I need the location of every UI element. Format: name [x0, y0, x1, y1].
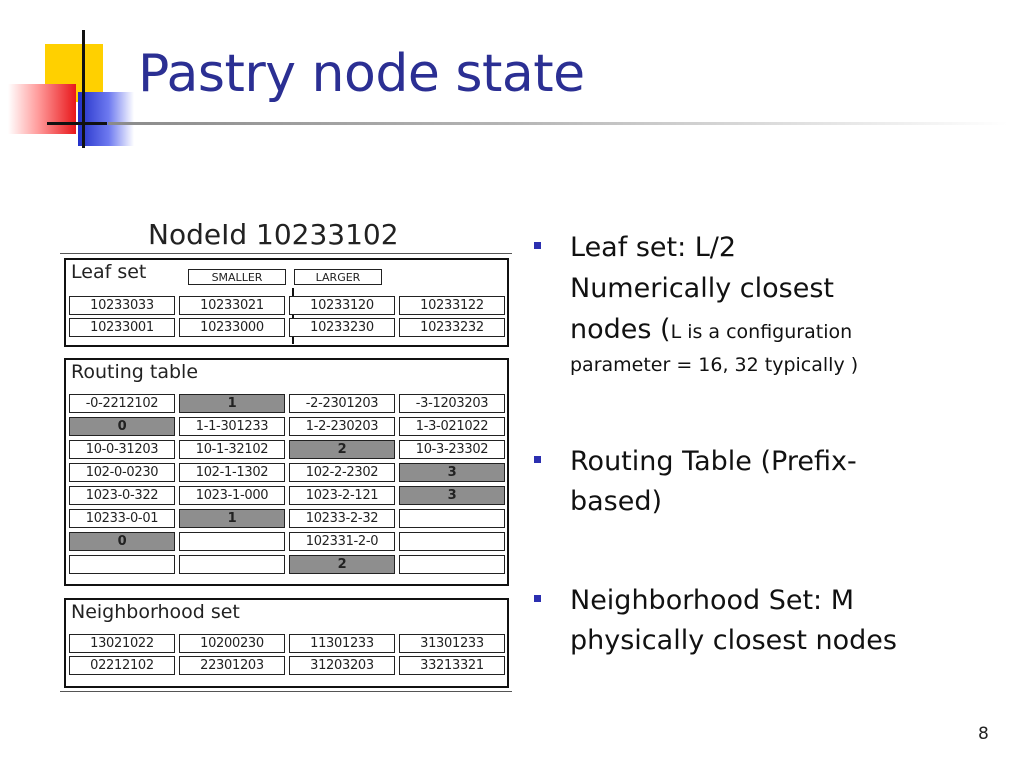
- logo-horizontal-line: [47, 122, 107, 125]
- routing-table-cell: 1: [179, 394, 285, 413]
- routing-table-title: Routing table: [71, 361, 199, 383]
- routing-table-cell: 1: [179, 509, 285, 528]
- routing-table-cell: 2: [289, 555, 395, 574]
- title-underline: [108, 122, 1008, 125]
- bullet-neighborhood-set-line1: Neighborhood Set: M: [570, 585, 855, 616]
- pastry-state-figure: [60, 216, 512, 692]
- routing-table-cell: 102331-2-0: [289, 532, 395, 551]
- page-number: 8: [978, 724, 989, 744]
- leaf-set-grid: [69, 296, 505, 337]
- bullet-routing-table-line1: Routing Table (Prefix-: [570, 446, 857, 477]
- routing-table-cell: 3: [399, 463, 505, 482]
- figure-top-rule: [60, 253, 512, 254]
- routing-table-cell: 102-0-0230: [69, 463, 175, 482]
- routing-table-cell: 0: [69, 532, 175, 551]
- leaf-set-cell: 10233122: [399, 296, 505, 315]
- figure-bottom-rule: [60, 691, 512, 692]
- leaf-set-cell: 10233230: [289, 318, 395, 337]
- routing-table-cell: 2: [289, 440, 395, 459]
- routing-table-cell: [69, 555, 175, 574]
- smaller-tag: SMALLER: [188, 269, 286, 285]
- routing-table-cell: 10233-0-01: [69, 509, 175, 528]
- routing-table-cell: -2-2301203: [289, 394, 395, 413]
- bullet-leaf-set-line2: Numerically closest: [570, 273, 834, 304]
- routing-table-panel: [64, 358, 509, 586]
- bullet-square-icon: [534, 456, 541, 463]
- leaf-set-cell: 10233001: [69, 318, 175, 337]
- neighborhood-set-grid: [69, 634, 505, 675]
- routing-table-cell: 10-1-32102: [179, 440, 285, 459]
- routing-table-cell: 1-3-021022: [399, 417, 505, 436]
- bullet-square-icon: [534, 242, 541, 249]
- logo-red-square: [8, 84, 76, 134]
- routing-table-cell: 1-1-301233: [179, 417, 285, 436]
- slide-title: Pastry node state: [138, 44, 585, 104]
- routing-table-cell: 1023-2-121: [289, 486, 395, 505]
- routing-table-cell: 3: [399, 486, 505, 505]
- node-id-label: NodeId 10233102: [148, 218, 399, 251]
- routing-table-cell: [399, 509, 505, 528]
- bullet-square-icon: [534, 595, 541, 602]
- routing-table-cell: 10233-2-32: [289, 509, 395, 528]
- neighborhood-set-cell: 33213321: [399, 656, 505, 675]
- routing-table-cell: [399, 555, 505, 574]
- routing-table-cell: -0-2212102: [69, 394, 175, 413]
- leaf-set-cell: 10233021: [179, 296, 285, 315]
- routing-table-cell: 10-0-31203: [69, 440, 175, 459]
- leaf-set-cell: 10233033: [69, 296, 175, 315]
- bullet-routing-table-line2: based): [570, 486, 663, 517]
- bullet-leaf-set-line1: Leaf set: L/2: [570, 232, 737, 263]
- leaf-set-cell: 10233120: [289, 296, 395, 315]
- routing-table-cell: [179, 532, 285, 551]
- neighborhood-set-cell: 11301233: [289, 634, 395, 653]
- leaf-set-panel: [64, 258, 509, 347]
- routing-table-cell: 1-2-230203: [289, 417, 395, 436]
- routing-table-cell: [179, 555, 285, 574]
- leaf-set-title: Leaf set: [71, 261, 147, 283]
- bullet-leaf-set-line4: parameter = 16, 32 typically ): [570, 354, 859, 376]
- routing-table-cell: [399, 532, 505, 551]
- neighborhood-set-panel: [64, 598, 509, 688]
- routing-table-cell: 1023-0-322: [69, 486, 175, 505]
- larger-tag: LARGER: [294, 269, 382, 285]
- routing-table-grid: [69, 394, 505, 574]
- leaf-set-cell: 10233000: [179, 318, 285, 337]
- routing-table-cell: 102-2-2302: [289, 463, 395, 482]
- logo-vertical-line: [82, 30, 85, 148]
- bullet-leaf-set-line3-main: nodes (: [570, 314, 671, 345]
- routing-table-cell: 10-3-23302: [399, 440, 505, 459]
- neighborhood-set-title: Neighborhood set: [71, 601, 240, 623]
- routing-table-cell: 1023-1-000: [179, 486, 285, 505]
- neighborhood-set-cell: 13021022: [69, 634, 175, 653]
- neighborhood-set-cell: 10200230: [179, 634, 285, 653]
- routing-table-cell: 102-1-1302: [179, 463, 285, 482]
- neighborhood-set-cell: 22301203: [179, 656, 285, 675]
- routing-table-cell: -3-1203203: [399, 394, 505, 413]
- neighborhood-set-cell: 02212102: [69, 656, 175, 675]
- bullet-leaf-set-note: L is a configuration: [670, 321, 853, 343]
- leaf-set-cell: 10233232: [399, 318, 505, 337]
- neighborhood-set-cell: 31301233: [399, 634, 505, 653]
- neighborhood-set-cell: 31203203: [289, 656, 395, 675]
- routing-table-cell: 0: [69, 417, 175, 436]
- bullet-neighborhood-set-line2: physically closest nodes: [570, 625, 897, 656]
- logo-blue-square: [78, 92, 134, 146]
